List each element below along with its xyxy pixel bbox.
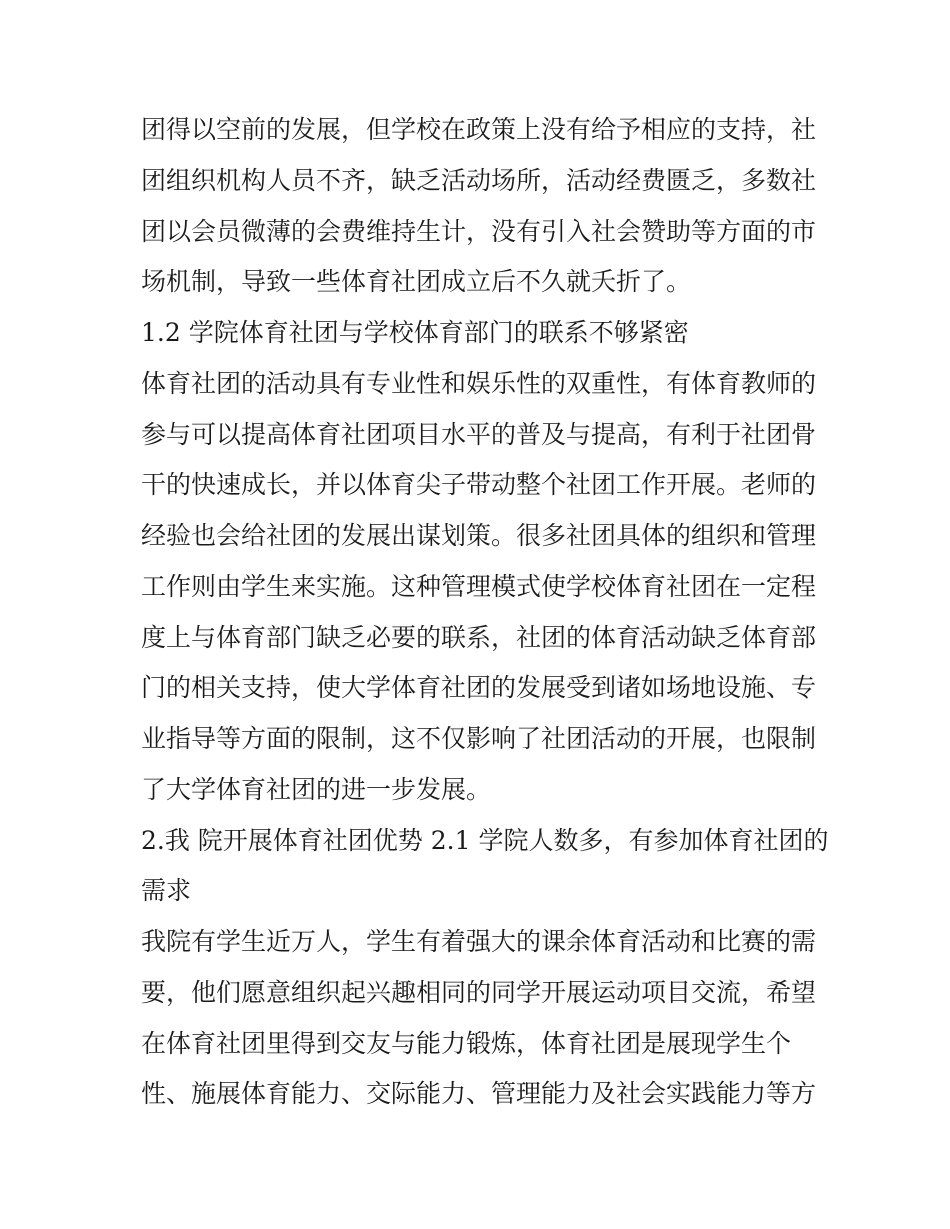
text-line: 工作则由学生来实施。这种管理模式使学校体育社团在一定程 — [141, 572, 817, 601]
text-line: 了大学体育社团的进一步发展。 — [141, 775, 492, 804]
text-line: 要，他们愿意组织起兴趣相同的同学开展运动项目交流，希望 — [141, 978, 817, 1007]
text-line: 业指导等方面的限制，这不仅影响了社团活动的开展，也限制 — [141, 724, 817, 753]
text-line: 在体育社团里得到交友与能力锻炼，体育社团是展现学生个 — [141, 1029, 792, 1058]
text-line: 场机制，导致一些体育社团成立后不久就夭折了。 — [141, 267, 692, 296]
text-line: 经验也会给社团的发展出谋划策。很多社团具体的组织和管理 — [141, 521, 817, 550]
text-line: 参与可以提高体育社团项目水平的普及与提高，有利于社团骨 — [141, 420, 817, 449]
text-line: 团组织机构人员不齐，缺乏活动场所，活动经费匮乏，多数社 — [141, 166, 817, 195]
text-line: 团得以空前的发展，但学校在政策上没有给予相应的支持，社 — [141, 115, 817, 144]
text-line: 体育社团的活动具有专业性和娱乐性的双重性，有体育教师的 — [141, 369, 817, 398]
text-line: 干的快速成长，并以体育尖子带动整个社团工作开展。老师的 — [141, 470, 817, 499]
text-line: 我院有学生近万人，学生有着强大的课余体育活动和比赛的需 — [141, 927, 817, 956]
text-line: 门的相关支持，使大学体育社团的发展受到诸如场地设施、专 — [141, 673, 817, 702]
text-line: 度上与体育部门缺乏必要的联系，社团的体育活动缺乏体育部 — [141, 623, 817, 652]
section-heading-2: 2.我 院开展体育社团优势 2.1 学院人数多，有参加体育社团的 — [141, 826, 829, 855]
text-line: 团以会员微薄的会费维持生计，没有引入社会赞助等方面的市 — [141, 217, 817, 246]
section-heading-1-2: 1.2 学院体育社团与学校体育部门的联系不够紧密 — [141, 318, 689, 347]
text-line: 性、施展体育能力、交际能力、管理能力及社会实践能力等方 — [141, 1079, 817, 1108]
text-line: 需求 — [141, 876, 192, 905]
